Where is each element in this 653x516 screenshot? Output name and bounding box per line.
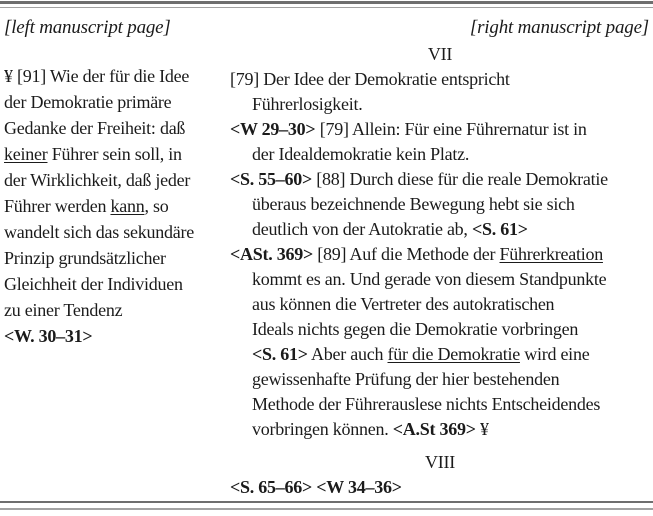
left-column-text <box>4 63 228 349</box>
text-line: Prinzip grundsätzlicher <box>4 248 166 268</box>
text-line: Gleichheit der Individuen <box>4 274 183 294</box>
bottom-rule-outer <box>0 508 653 510</box>
text-line: zu einer Tendenz <box>4 300 123 320</box>
left-manuscript-column <box>4 63 228 349</box>
text-line: <S. 55–60> [88] Durch diese für die reale Demokratie <box>230 169 608 189</box>
text-line: deutlich von der Autokratie ab, <S. 61> <box>252 219 528 239</box>
text-line: gewissenhafte Prüfung der hier bestehenden <box>252 369 560 389</box>
text-line: <S. 61> Aber auch für die Demokratie wird eine <box>252 344 590 364</box>
text-line: <S. 65–66> <W 34–36> <box>230 477 402 497</box>
text-line: [79] Der Idee der Demokratie entspricht <box>230 69 510 89</box>
top-rule-inner <box>0 7 653 9</box>
right-manuscript-column <box>230 42 650 500</box>
text-line: <ASt. 369> [89] Auf die Methode der Führerkreation <box>230 244 603 264</box>
text-line: der Idealdemokratie kein Platz. <box>252 144 470 164</box>
text-line: aus können die Vertreter des autokratischen <box>252 294 555 314</box>
top-rule-outer <box>0 1 653 4</box>
text-line: Führerlosigkeit. <box>252 94 363 114</box>
text-line: überaus bezeichnende Bewegung hebt sie sich <box>252 194 575 214</box>
text-line: kommt es an. Und gerade von diesem Standpunkte <box>252 269 607 289</box>
right-column-text <box>230 67 650 442</box>
text-line: Führer werden kann, so <box>4 196 169 216</box>
left-page-label: [left manuscript page] <box>4 17 171 38</box>
text-line: der Demokratie primäre <box>4 92 172 112</box>
text-line: wandelt sich das sekundäre <box>4 222 194 242</box>
text-line: ¥ [91] Wie der für die Idee <box>4 66 190 86</box>
section-heading-vii: VII <box>427 44 453 64</box>
text-line: Methode der Führerauslese nichts Entscheidendes <box>252 394 601 414</box>
text-line: keiner Führer sein soll, in <box>4 144 182 164</box>
right-column-footer-refs <box>230 475 650 500</box>
bottom-rule-inner <box>0 501 653 503</box>
right-page-label: [right manuscript page] <box>469 17 649 38</box>
text-line: der Wirklichkeit, daß jeder <box>4 170 191 190</box>
text-line: <W 29–30> [79] Allein: Für eine Führernatur ist in <box>230 119 587 139</box>
text-line: Gedanke der Freiheit: daß <box>4 118 186 138</box>
text-line: Ideals nichts gegen die Demokratie vorbringen <box>252 319 579 339</box>
section-heading-viii: VIII <box>425 452 455 472</box>
text-line: <W. 30–31> <box>4 326 93 346</box>
text-line: vorbringen können. <A.St 369> ¥ <box>252 419 489 439</box>
